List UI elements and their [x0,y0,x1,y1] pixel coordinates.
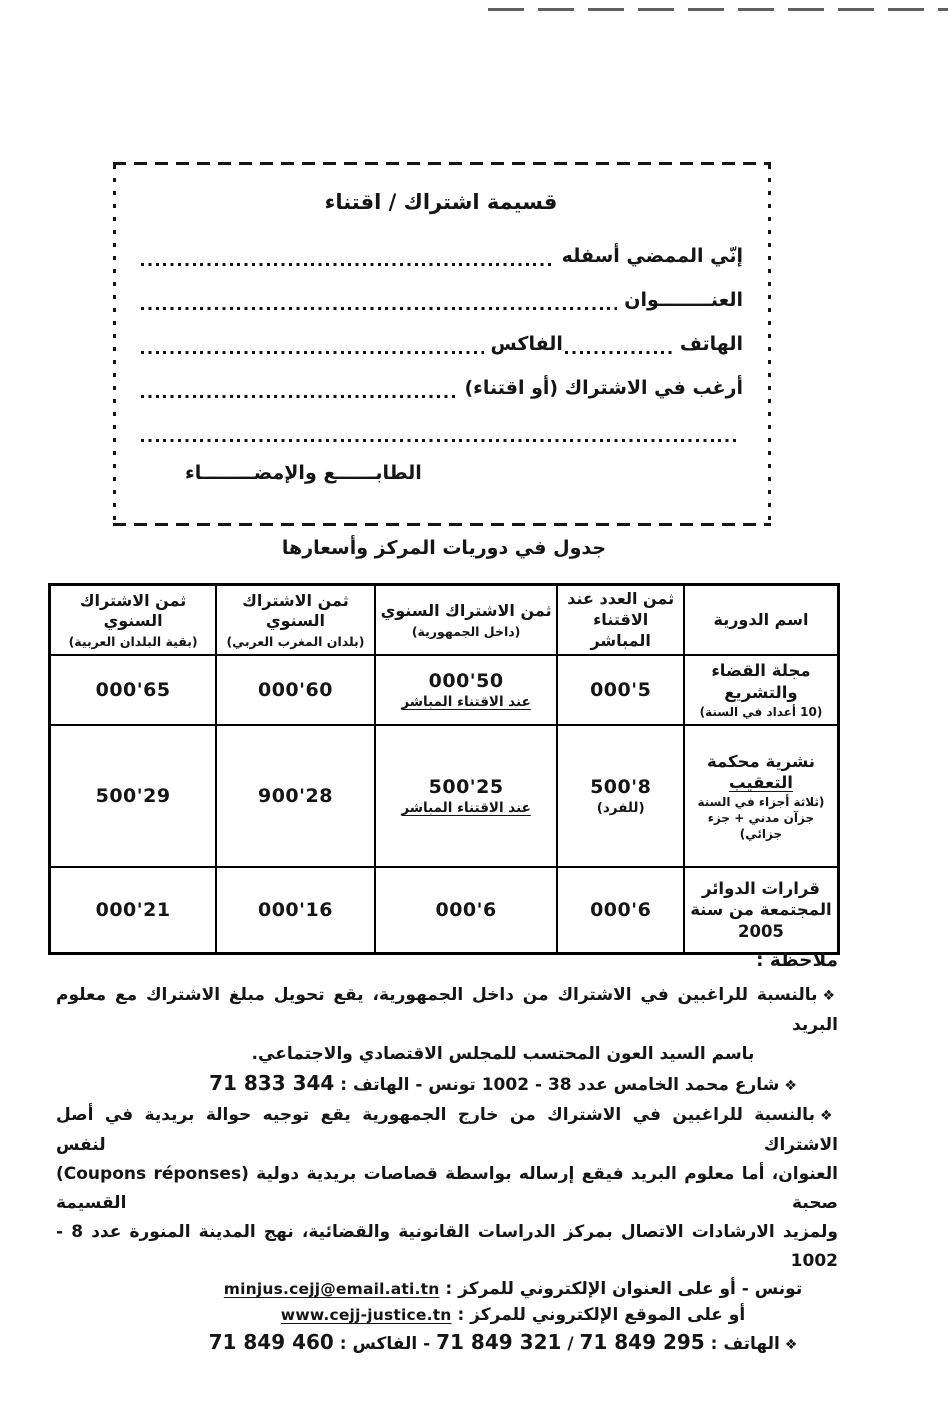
extra-fill-line [141,422,736,446]
annual-domestic-cell: 6'000 [375,867,558,953]
website-prefix: أو على الموقع الإلكتروني للمركز : [457,1305,746,1325]
voucher-border-top [113,162,771,165]
fax-label: الفاكس [490,333,563,356]
annual-maghreb-cell: 60'000 [216,655,375,725]
phone-number-1: 71 849 295 [579,1330,705,1354]
annual-arab-cell: 21'000 [50,867,217,953]
table-row [50,725,839,867]
stamp-signature-label: الطابــــــع والإمضــــــــاء [185,462,422,484]
diamond-bullet-icon: ❖ [819,1108,838,1124]
address-label: العنــــــــوان [624,289,743,312]
wish-line [139,373,743,402]
notes-heading: ملاحظة : [756,950,838,971]
phone-fill-line [565,334,673,358]
issue-price-cell: 6'000 [557,867,683,953]
address-line [139,285,743,314]
diamond-bullet-icon: ❖ [784,1337,798,1353]
issue-price-cell: 8'500 (للفرد) [557,725,683,867]
address-fill-line [141,290,617,314]
col-header-issue-price: ثمن العدد عند الاقتناء المباشر [557,585,683,656]
note-domestic-line2: باسم السيد العون المحتسب للمجلس الاقتصادي والاجتماعي. [251,1044,755,1064]
fax-label: - الفاكس : [339,1334,431,1354]
col-header-annual-arab: ثمن الاشتراك السنوي (بقية البلدان العربية) [50,585,217,656]
col-header-annual-domestic: ثمن الاشتراك السنوي (داخل الجمهورية) [375,585,558,656]
voucher-border-right [768,165,771,523]
issue-price-cell: 5'000 [557,655,683,725]
signee-line [139,241,743,270]
price-table-title: جدول في دوريات المركز وأسعارها [281,537,607,559]
email-line [188,1276,838,1302]
periodicals-price-table [48,583,840,955]
note-text: بالنسبة للراغبين في الاشتراك من داخل الجمهورية، يقع تحويل مبلغ الاشتراك مع معلوم البريد [56,985,838,1035]
voucher-border-left [113,165,116,523]
note-abroad-line2: العنوان، أما معلوم البريد فيقع إرساله بواسطة قصاصات بريدية دولية (Coupons réponses) صحبة القسيمة [56,1164,838,1213]
phone-separator: / [567,1334,574,1354]
phone-label: الهاتف [679,333,743,356]
phone-fax-line [139,329,743,358]
periodical-name-cell: قرارات الدوائر المجتمعة من سنة 2005 [684,867,839,953]
wish-label: أرغب في الاشتراك (أو اقتناء) [464,377,743,400]
table-row [50,867,839,953]
wish-fill-line [141,378,457,402]
phone-number: 71 833 344 [209,1071,335,1095]
email-prefix: تونس - أو على العنوان الإلكتروني للمركز : [445,1279,803,1299]
note-text: بالنسبة للراغبين في الاشتراك من خارج الجمهورية يقع توجيه حوالة بريدية في أصل الاشتراك لنفس [56,1105,838,1155]
signee-fill-line [141,246,555,270]
note-domestic-line1 [56,981,838,1040]
email-address: minjus.cejj@email.ati.tn [223,1280,440,1298]
voucher-title: قسيمة اشتراك / اقتناء [324,190,558,214]
table-row [50,655,839,725]
extra-fill-line-row [139,417,743,446]
website-url: www.cejj-justice.tn [280,1306,452,1324]
annual-domestic-cell: 50'000 عند الاقتناء المباشر [375,655,558,725]
col-header-periodical-name: اسم الدورية [684,585,839,656]
fax-number: 71 849 460 [208,1330,334,1354]
note-abroad-line3: ولمزيد الارشادات الاتصال بمركز الدراسات القانونية والقضائية، نهج المدينة المنورة عدد 8 - 1002 [56,1222,838,1271]
col-header-annual-maghreb: ثمن الاشتراك السنوي (بلدان المغرب العربي) [216,585,375,656]
voucher-content [139,178,743,512]
signee-label: إنّي الممضي أسفله [561,245,743,268]
fax-fill-line [141,334,484,358]
address-text: شارع محمد الخامس عدد 38 - 1002 تونس - الهاتف : [340,1075,780,1095]
annual-maghreb-cell: 16'000 [216,867,375,953]
diamond-bullet-icon: ❖ [784,1078,797,1094]
diamond-bullet-icon: ❖ [822,988,838,1004]
annual-maghreb-cell: 28'900 [216,725,375,867]
note-abroad-line1 [56,1101,838,1160]
annual-arab-cell: 29'500 [50,725,217,867]
voucher-border-bottom [113,523,771,526]
annual-domestic-cell: 25'500 عند الاقتناء المباشر [375,725,558,867]
phone-label: الهاتف : [710,1334,780,1354]
subscription-voucher-box [113,162,771,526]
website-line [188,1302,838,1328]
scan-artifact [488,8,948,11]
phone-number-2: 71 849 321 [436,1330,562,1354]
table-header-row [50,585,839,656]
annual-arab-cell: 65'000 [50,655,217,725]
phone-fax-note-line [168,1328,838,1360]
periodical-name-cell: مجلة القضاء والتشريع (10 أعداد في السنة) [684,655,839,725]
address-note-line [168,1069,838,1101]
periodical-name-cell: نشرية محكمة التعقيب (ثلاثة أجزاء في السنة جزآن مدني + جزء جزائي) [684,725,839,867]
notes-section [56,946,838,1360]
